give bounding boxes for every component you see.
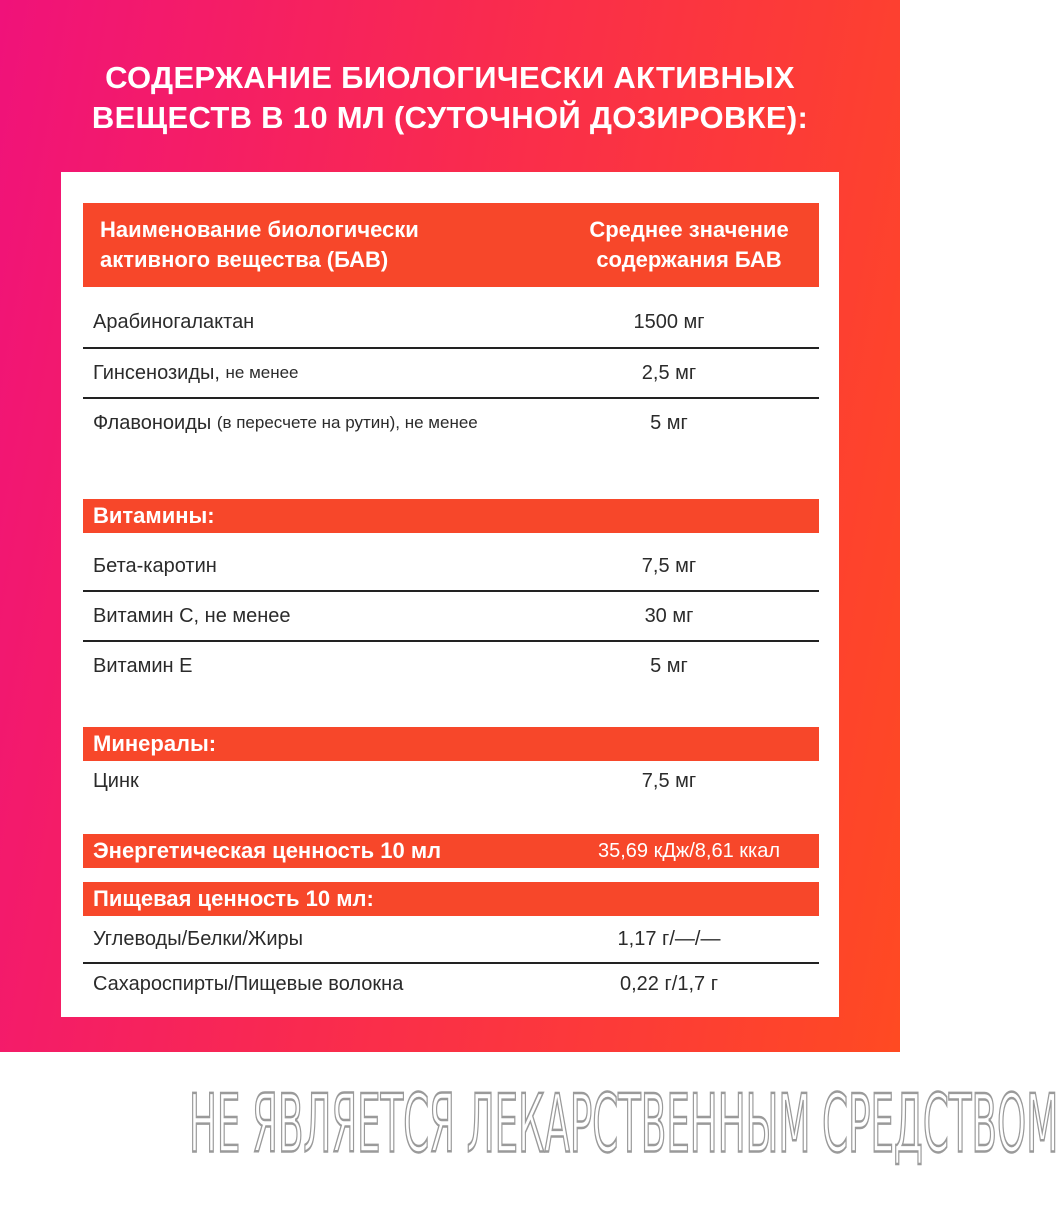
table-row [83, 297, 819, 349]
bav-value: 2,5 мг [641, 361, 697, 384]
table-row: Бета-каротин 7,5 мг [83, 542, 819, 592]
table-row: Углеводы/Белки/Жиры 1,17 г/—/— [83, 916, 819, 964]
value-column-header: Среднее значение содержания БАВ [589, 217, 789, 272]
table-header [83, 203, 819, 287]
title-line-2: ВЕЩЕСТВ В 10 МЛ (СУТОЧНОЙ ДОЗИРОВКЕ): [91, 100, 809, 135]
table-row [83, 399, 819, 447]
bav-value: 1500 мг [633, 310, 705, 333]
page-title [0, 58, 900, 138]
nutrition-section-header: Пищевая ценность 10 мл: [83, 882, 819, 916]
composition-table [61, 172, 839, 1017]
table-row [83, 349, 819, 399]
table-row: Цинк 7,5 мг [93, 769, 697, 792]
table-row: Витамин С, не менее 30 мг [83, 592, 819, 642]
table-row: Витамин Е 5 мг [93, 654, 688, 677]
bav-value: 5 мг [650, 411, 688, 434]
disclaimer-text: НЕ ЯВЛЯЕТСЯ ЛЕКАРСТВЕННЫМ СРЕДСТВОМ [189, 1078, 1058, 1172]
minerals-section-header: Минералы: [83, 727, 819, 761]
bav-name: Флавоноиды (в пересчете на рутин), не менее [93, 411, 478, 434]
vitamins-section-header: Витамины: [83, 499, 819, 533]
name-column-header: Наименование биологически активного вещества (БАВ) [100, 217, 419, 272]
bav-name: Гинсенозиды, не менее [93, 361, 299, 384]
title-line-1: СОДЕРЖАНИЕ БИОЛОГИЧЕСКИ АКТИВНЫХ [105, 60, 795, 95]
energy-row: Энергетическая ценность 10 мл 35,69 кДж/8,61 ккал [83, 834, 819, 868]
bav-name: Арабиногалактан [93, 310, 255, 333]
table-row: Сахароспирты/Пищевые волокна 0,22 г/1,7 г [93, 972, 718, 995]
